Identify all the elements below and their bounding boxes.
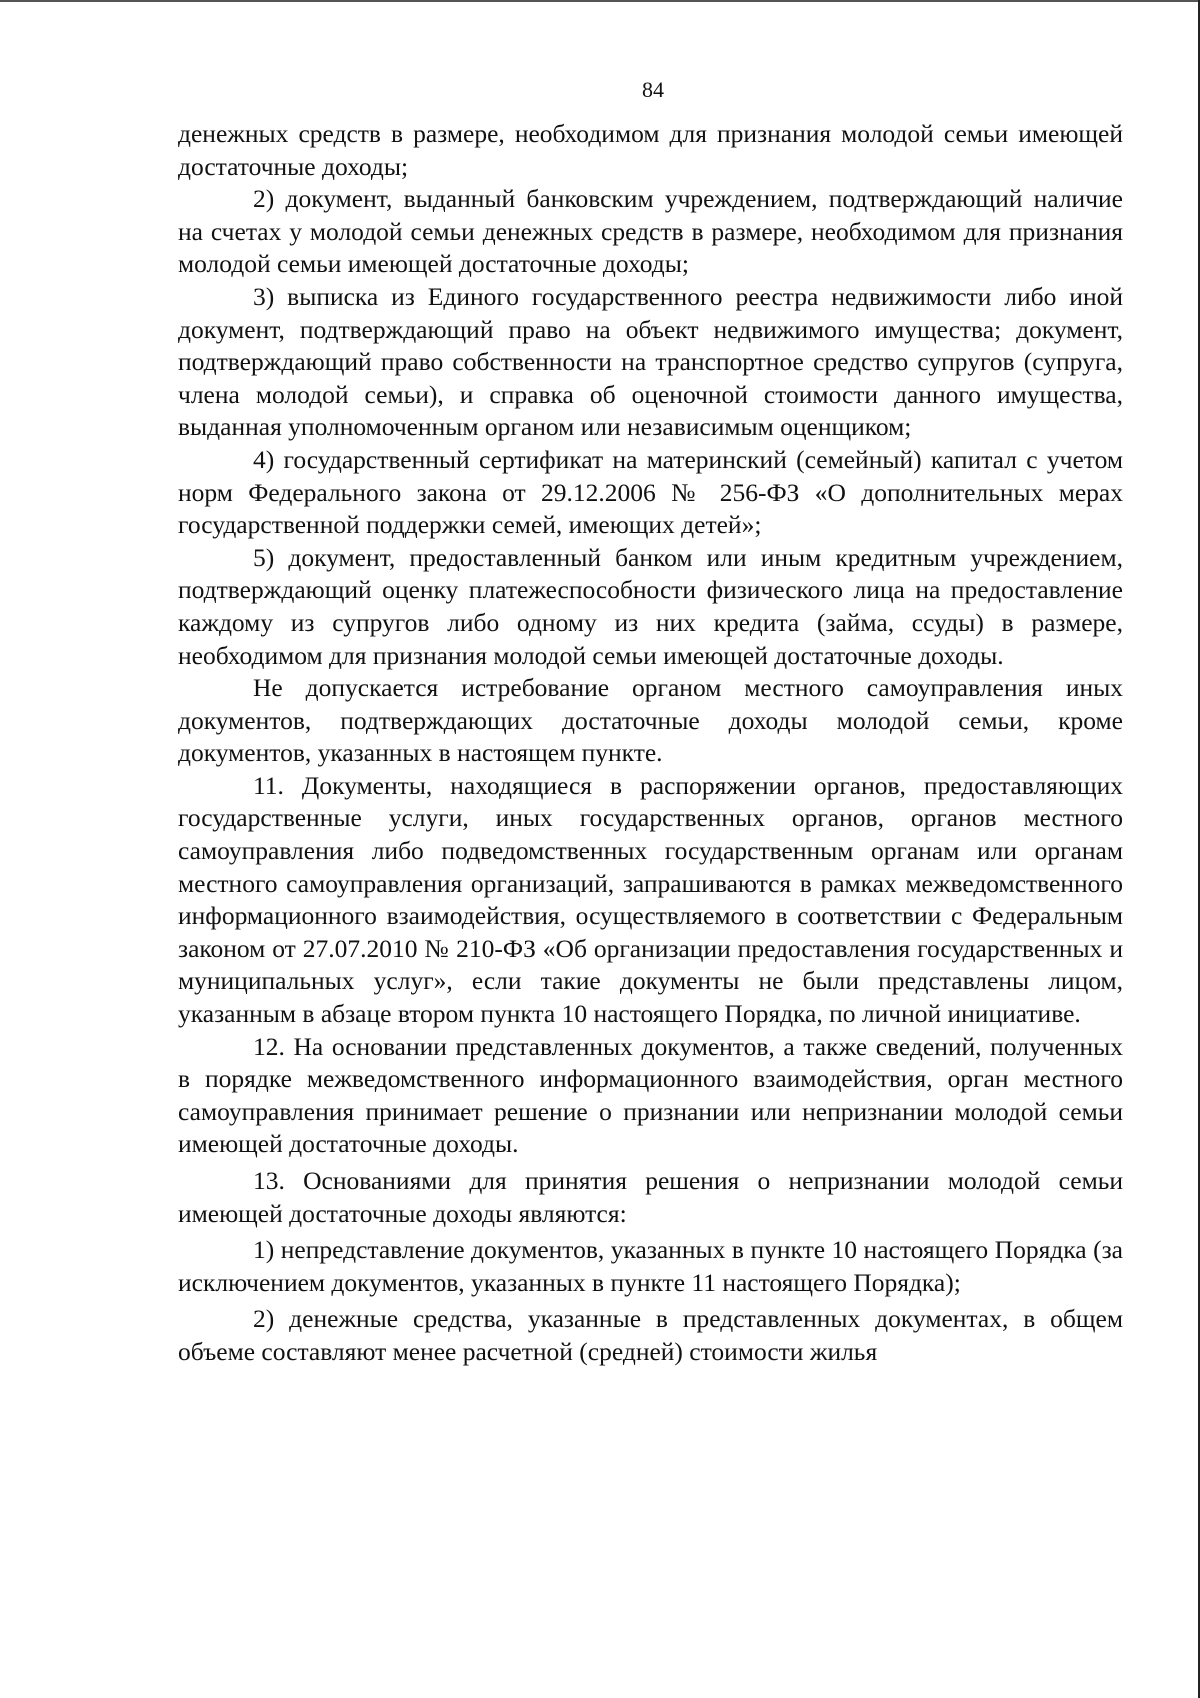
paragraph-reason-1: 1) непредставление документов, указанных в пункте 10 настоящего Порядка (за исключением документов, указанных в пункте 11 настоящего Порядка);	[178, 1235, 1123, 1297]
paragraph-clause-11: 11. Документы, находящиеся в распоряжении органов, предоставляющих государственные услуги, иных государственных органов, органов местного самоуправления либо подведомственных государственным органам или органам местного самоуправления организаций, запрашиваются в рамках межведомственного информационного взаимодействия, осуществляемого в соответствии с Федеральным законом от 27.07.2010 № 210-ФЗ «Об организации предоставления государственных и муниципальных услуг», если такие документы не были представлены лицом, указанным в абзаце втором пункта 10 настоящего Порядка, по личной инициативе.	[178, 770, 1123, 1029]
document-body	[178, 118, 1123, 1369]
paragraph-clause-13: 13. Основаниями для принятия решения о непризнании молодой семьи имеющей достаточные доходы являются:	[178, 1166, 1123, 1228]
paragraph-continuation: денежных средств в размере, необходимом для признания молодой семьи имеющей достаточные доходы;	[178, 119, 1123, 181]
paragraph-clause-12: 12. На основании представленных документов, а также сведений, полученных в порядке межведомственного информационного взаимодействия, орган местного самоуправления принимает решение о признании или непризнании молодой семьи имеющей достаточные доходы.	[178, 1031, 1123, 1159]
paragraph-reason-2: 2) денежные средства, указанные в представленных документах, в общем объеме составляют менее расчетной (средней) стоимости жилья	[178, 1304, 1123, 1366]
paragraph-item-2: 2) документ, выданный банковским учреждением, подтверждающий наличие на счетах у молодой семьи денежных средств в размере, необходимом для признания молодой семьи имеющей достаточные доходы;	[178, 184, 1123, 279]
paragraph-item-5: 5) документ, предоставленный банком или иным кредитным учреждением, подтверждающий оценку платежеспособности физического лица на предоставление каждому из супругов либо одному из них кредита (займа, ссуды) в размере, необходимом для признания молодой семьи имеющей достаточные доходы.	[178, 542, 1123, 670]
paragraph-item-4: 4) государственный сертификат на материнский (семейный) капитал с учетом норм Федерального закона от 29.12.2006 № 256-ФЗ «О дополнительных мерах государственной поддержки семей, имеющих детей»;	[178, 444, 1123, 540]
page-number: 84	[642, 77, 664, 102]
scan-edge-top	[0, 0, 1200, 2]
paragraph-item-3: 3) выписка из Единого государственного реестра недвижимости либо иной документ, подтверждающий право на объект недвижимого имущества; документ, подтверждающий право собственности на транспортное средство супругов (супруга, члена молодой семьи), и справка об оценочной стоимости данного имущества, выданная уполномоченным органом или независимым оценщиком;	[178, 281, 1123, 442]
paragraph-restriction: Не допускается истребование органом местного самоуправления иных документов, подтверждающих достаточные доходы молодой семьи, кроме документов, указанных в настоящем пункте.	[178, 673, 1123, 768]
